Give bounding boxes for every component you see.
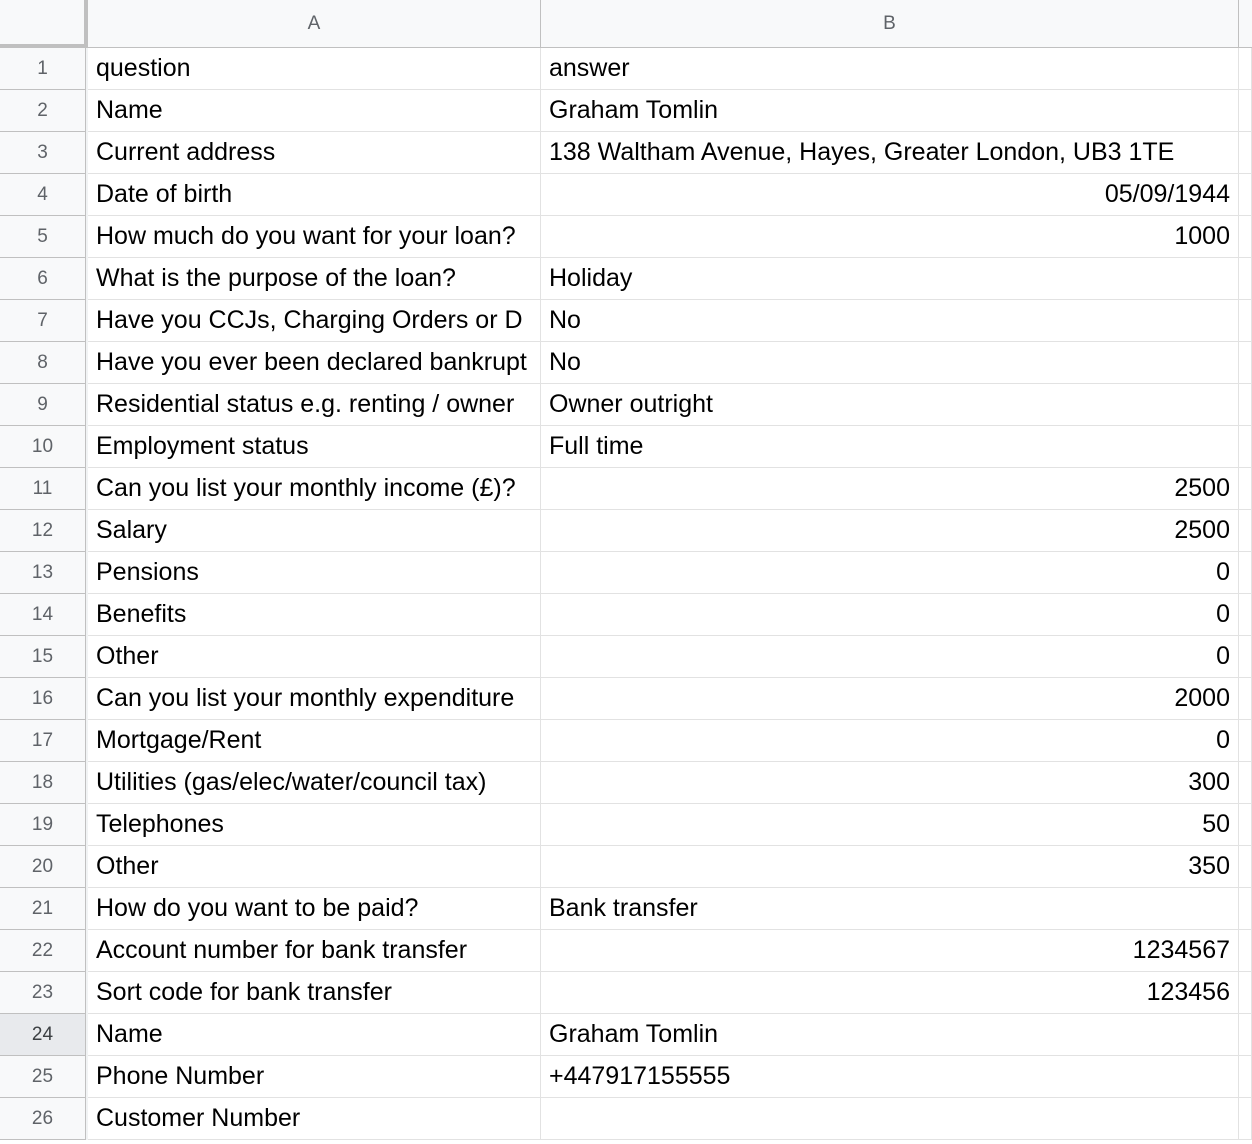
cell-question[interactable]: Other xyxy=(88,636,541,678)
cell-empty[interactable] xyxy=(1239,384,1252,426)
column-header-row xyxy=(0,0,1252,48)
cell-question[interactable]: Mortgage/Rent xyxy=(88,720,541,762)
row-header[interactable]: 15 xyxy=(0,636,86,678)
cell-question[interactable]: Phone Number xyxy=(88,1056,541,1098)
cell-question[interactable]: Sort code for bank transfer xyxy=(88,972,541,1014)
row-header[interactable]: 1 xyxy=(0,48,86,90)
cell-answer[interactable]: 2000 xyxy=(541,678,1239,720)
cell-answer[interactable] xyxy=(541,1098,1239,1140)
cell-answer[interactable]: Full time xyxy=(541,426,1239,468)
cell-empty[interactable] xyxy=(1239,930,1252,972)
cell-empty[interactable] xyxy=(1239,48,1252,90)
cell-answer[interactable]: 0 xyxy=(541,720,1239,762)
cell-empty[interactable] xyxy=(1239,888,1252,930)
table-row xyxy=(0,762,1252,804)
cell-answer[interactable]: 123456 xyxy=(541,972,1239,1014)
row-header[interactable]: 5 xyxy=(0,216,86,258)
row-header[interactable]: 11 xyxy=(0,468,86,510)
cell-answer[interactable]: 138 Waltham Avenue, Hayes, Greater London, UB3 1TE xyxy=(541,132,1239,174)
table-row xyxy=(0,132,1252,174)
cell-question[interactable]: Can you list your monthly expenditure xyxy=(88,678,541,720)
table-row xyxy=(0,300,1252,342)
cell-empty[interactable] xyxy=(1239,510,1252,552)
sheet-rows xyxy=(0,48,1252,1140)
cell-answer[interactable]: Graham Tomlin xyxy=(541,90,1239,132)
table-row xyxy=(0,1098,1252,1140)
table-row xyxy=(0,90,1252,132)
cell-empty[interactable] xyxy=(1239,90,1252,132)
table-row xyxy=(0,804,1252,846)
cell-question[interactable]: Other xyxy=(88,846,541,888)
cell-empty[interactable] xyxy=(1239,804,1252,846)
row-header[interactable]: 20 xyxy=(0,846,86,888)
row-header[interactable]: 25 xyxy=(0,1056,86,1098)
cell-empty[interactable] xyxy=(1239,342,1252,384)
table-row xyxy=(0,1056,1252,1098)
cell-answer[interactable]: 1234567 xyxy=(541,930,1239,972)
table-row xyxy=(0,174,1252,216)
row-header[interactable]: 6 xyxy=(0,258,86,300)
row-header[interactable]: 10 xyxy=(0,426,86,468)
cell-empty[interactable] xyxy=(1239,216,1252,258)
cell-question[interactable]: How much do you want for your loan? xyxy=(88,216,541,258)
cell-answer[interactable]: No xyxy=(541,342,1239,384)
row-header[interactable]: 17 xyxy=(0,720,86,762)
cell-answer[interactable]: 2500 xyxy=(541,510,1239,552)
row-header[interactable]: 26 xyxy=(0,1098,86,1140)
cell-empty[interactable] xyxy=(1239,678,1252,720)
cell-empty[interactable] xyxy=(1239,594,1252,636)
column-header-a[interactable]: A xyxy=(88,0,541,47)
table-row xyxy=(0,216,1252,258)
cell-empty[interactable] xyxy=(1239,1098,1252,1140)
cell-answer[interactable]: +447917155555 xyxy=(541,1056,1239,1098)
table-row xyxy=(0,384,1252,426)
table-row xyxy=(0,930,1252,972)
cell-empty[interactable] xyxy=(1239,762,1252,804)
table-row xyxy=(0,48,1252,90)
cell-answer[interactable]: 0 xyxy=(541,636,1239,678)
cell-question[interactable]: Telephones xyxy=(88,804,541,846)
cell-answer[interactable]: 0 xyxy=(541,594,1239,636)
cell-empty[interactable] xyxy=(1239,1056,1252,1098)
cell-question[interactable]: Can you list your monthly income (£)? xyxy=(88,468,541,510)
row-header[interactable]: 12 xyxy=(0,510,86,552)
row-header[interactable]: 22 xyxy=(0,930,86,972)
table-row xyxy=(0,258,1252,300)
cell-question[interactable]: Utilities (gas/elec/water/council tax) xyxy=(88,762,541,804)
cell-answer[interactable]: answer xyxy=(541,48,1239,90)
table-row xyxy=(0,972,1252,1014)
cell-question[interactable]: Name xyxy=(88,90,541,132)
cell-answer[interactable]: 50 xyxy=(541,804,1239,846)
cell-question[interactable]: Account number for bank transfer xyxy=(88,930,541,972)
cell-question[interactable]: Current address xyxy=(88,132,541,174)
cell-empty[interactable] xyxy=(1239,636,1252,678)
cell-answer[interactable]: Graham Tomlin xyxy=(541,1014,1239,1056)
cell-empty[interactable] xyxy=(1239,468,1252,510)
row-header[interactable]: 18 xyxy=(0,762,86,804)
row-header[interactable]: 3 xyxy=(0,132,86,174)
cell-question[interactable]: Benefits xyxy=(88,594,541,636)
cell-question[interactable]: Employment status xyxy=(88,426,541,468)
table-row xyxy=(0,342,1252,384)
cell-answer[interactable]: 05/09/1944 xyxy=(541,174,1239,216)
cell-empty[interactable] xyxy=(1239,132,1252,174)
cell-question[interactable]: Residential status e.g. renting / owner xyxy=(88,384,541,426)
table-row xyxy=(0,426,1252,468)
cell-answer[interactable]: 300 xyxy=(541,762,1239,804)
table-row xyxy=(0,678,1252,720)
cell-answer[interactable]: 0 xyxy=(541,552,1239,594)
cell-question[interactable]: Customer Number xyxy=(88,1098,541,1140)
column-header-b[interactable]: B xyxy=(541,0,1239,47)
table-row xyxy=(0,636,1252,678)
cell-question[interactable]: Salary xyxy=(88,510,541,552)
cell-empty[interactable] xyxy=(1239,1014,1252,1056)
cell-empty[interactable] xyxy=(1239,174,1252,216)
table-row xyxy=(0,1014,1252,1056)
cell-question[interactable]: How do you want to be paid? xyxy=(88,888,541,930)
cell-question[interactable]: Pensions xyxy=(88,552,541,594)
cell-question[interactable]: Name xyxy=(88,1014,541,1056)
cell-empty[interactable] xyxy=(1239,258,1252,300)
cell-question[interactable]: Have you CCJs, Charging Orders or D xyxy=(88,300,541,342)
cell-answer[interactable]: No xyxy=(541,300,1239,342)
cell-answer[interactable]: Owner outright xyxy=(541,384,1239,426)
cell-question[interactable]: Have you ever been declared bankrupt xyxy=(88,342,541,384)
cell-answer[interactable]: 1000 xyxy=(541,216,1239,258)
cell-answer[interactable]: Holiday xyxy=(541,258,1239,300)
table-row xyxy=(0,552,1252,594)
row-header[interactable]: 2 xyxy=(0,90,86,132)
cell-empty[interactable] xyxy=(1239,720,1252,762)
table-row xyxy=(0,720,1252,762)
cell-empty[interactable] xyxy=(1239,846,1252,888)
cell-empty[interactable] xyxy=(1239,300,1252,342)
row-header[interactable]: 13 xyxy=(0,552,86,594)
row-header[interactable]: 24 xyxy=(0,1014,86,1056)
cell-empty[interactable] xyxy=(1239,426,1252,468)
cell-empty[interactable] xyxy=(1239,972,1252,1014)
cell-empty[interactable] xyxy=(1239,552,1252,594)
cell-question[interactable]: Date of birth xyxy=(88,174,541,216)
table-row xyxy=(0,468,1252,510)
cell-question[interactable]: What is the purpose of the loan? xyxy=(88,258,541,300)
table-row xyxy=(0,594,1252,636)
cell-answer[interactable]: 350 xyxy=(541,846,1239,888)
row-header[interactable]: 8 xyxy=(0,342,86,384)
select-all-corner[interactable] xyxy=(0,0,88,48)
cell-question[interactable]: question xyxy=(88,48,541,90)
row-header[interactable]: 21 xyxy=(0,888,86,930)
table-row xyxy=(0,846,1252,888)
cell-answer[interactable]: 2500 xyxy=(541,468,1239,510)
table-row xyxy=(0,510,1252,552)
row-header[interactable]: 19 xyxy=(0,804,86,846)
table-row xyxy=(0,888,1252,930)
column-header-c[interactable] xyxy=(1239,0,1252,47)
row-header[interactable]: 16 xyxy=(0,678,86,720)
row-header[interactable]: 9 xyxy=(0,384,86,426)
row-header[interactable]: 14 xyxy=(0,594,86,636)
cell-answer[interactable]: Bank transfer xyxy=(541,888,1239,930)
row-header[interactable]: 23 xyxy=(0,972,86,1014)
row-header[interactable]: 4 xyxy=(0,174,86,216)
row-header[interactable]: 7 xyxy=(0,300,86,342)
